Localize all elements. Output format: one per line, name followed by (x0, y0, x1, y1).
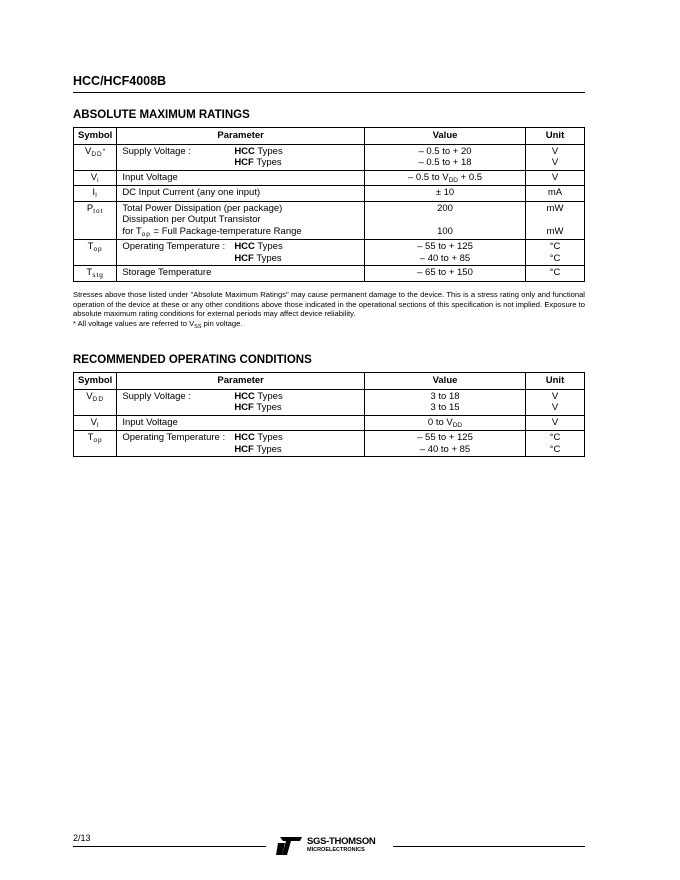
symbol-cell: $V_I$ (74, 415, 117, 431)
page-number: 2/13 (73, 833, 91, 843)
symbol-cell: $T_{op}$ (74, 240, 117, 266)
value-cell: – 0.5 to + 20 – 0.5 to + 18 (365, 144, 526, 170)
section-title-recommended-operating-conditions: RECOMMENDED OPERATING CONDITIONS (73, 354, 312, 366)
col-parameter: Parameter (117, 128, 365, 145)
symbol-cell: $P_{tot}$ (74, 201, 117, 240)
table-row (74, 144, 585, 170)
unit-cell: mW mW (526, 201, 585, 240)
unit-cell: V V (526, 389, 585, 415)
logo-name: SGS-THOMSON (307, 836, 376, 847)
recommended-operating-conditions-table (73, 372, 585, 457)
parameter-cell: Storage Temperature (117, 266, 365, 282)
col-value: Value (365, 128, 526, 145)
unit-cell: °C °C (526, 431, 585, 457)
absolute-maximum-ratings-table (73, 127, 585, 282)
sgs-thomson-logo (276, 836, 388, 856)
table-header-row (74, 128, 585, 145)
section-title-absolute-maximum-ratings: ABSOLUTE MAXIMUM RATINGS (73, 109, 250, 121)
stress-note: Stresses above those listed under "Absolute Maximum Ratings" may cause permanent damage to the device. This is a stress rating only and functional operation of the device at these or any other conditions above those indicated in the operational sections of this specification is not implied. Exposure to absolute maximum rating conditions for external periods may affect device reliability. (73, 290, 585, 319)
table-row (74, 431, 585, 457)
page-header (73, 72, 585, 93)
symbol-cell: $T_{stg}$ (74, 266, 117, 282)
parameter-cell: Supply Voltage : HCC Types HCF Types (117, 389, 365, 415)
parameter-cell: Input Voltage (117, 415, 365, 431)
symbol-cell: $V_{DD}^*$ (74, 144, 117, 170)
table-row (74, 201, 585, 240)
parameter-cell: Input Voltage (117, 170, 365, 186)
value-cell: 200 100 (365, 201, 526, 240)
logo-subtitle: MICROELECTRONICS (307, 847, 365, 853)
symbol-cell: $V_i$ (74, 170, 117, 186)
parameter-cell: Operating Temperature : HCC Types HCF Types (117, 431, 365, 457)
footer-rule-right (393, 846, 585, 847)
unit-cell: V V (526, 144, 585, 170)
parameter-cell: Operating Temperature : HCC Types HCF Types (117, 240, 365, 266)
value-cell: 0 to $V_{DD}$ (365, 415, 526, 431)
ratings-notes (73, 290, 585, 330)
col-symbol: Symbol (74, 373, 117, 390)
table-row (74, 266, 585, 282)
parameter-cell: Supply Voltage : HCC Types HCF Types (117, 144, 365, 170)
value-cell: 3 to 18 3 to 15 (365, 389, 526, 415)
st-logo-icon (276, 837, 302, 855)
symbol-cell: $I_I$ (74, 186, 117, 202)
unit-cell: V (526, 170, 585, 186)
table-row (74, 186, 585, 202)
col-symbol: Symbol (74, 128, 117, 145)
value-cell: – 55 to + 125 – 40 to + 85 (365, 431, 526, 457)
symbol-cell: $V_{DD}$ (74, 389, 117, 415)
value-cell: – 55 to + 125 – 40 to + 85 (365, 240, 526, 266)
unit-cell: °C °C (526, 240, 585, 266)
unit-cell: °C (526, 266, 585, 282)
unit-cell: mA (526, 186, 585, 202)
value-cell: – 0.5 to $V_{DD} + 0.5$ (365, 170, 526, 186)
col-value: Value (365, 373, 526, 390)
value-cell: ± 10 (365, 186, 526, 202)
col-unit: Unit (526, 128, 585, 145)
symbol-cell: $T_{op}$ (74, 431, 117, 457)
value-cell: – 65 to + 150 (365, 266, 526, 282)
table-row (74, 170, 585, 186)
voltage-note: * All voltage values are referred to $V_{SS}$ pin voltage. (73, 318, 243, 330)
parameter-cell: DC Input Current (any one input) (117, 186, 365, 202)
parameter-cell: Total Power Dissipation (per package) Dissipation per Output Transistor for $T_{op}$ = Full Package-temperature Range (117, 201, 365, 240)
col-unit: Unit (526, 373, 585, 390)
document-title: HCC/HCF4008B (73, 74, 167, 88)
table-row (74, 389, 585, 415)
col-parameter: Parameter (117, 373, 365, 390)
table-row (74, 240, 585, 266)
table-row (74, 415, 585, 431)
footer-rule-left (73, 846, 266, 847)
unit-cell: V (526, 415, 585, 431)
table-header-row (74, 373, 585, 390)
